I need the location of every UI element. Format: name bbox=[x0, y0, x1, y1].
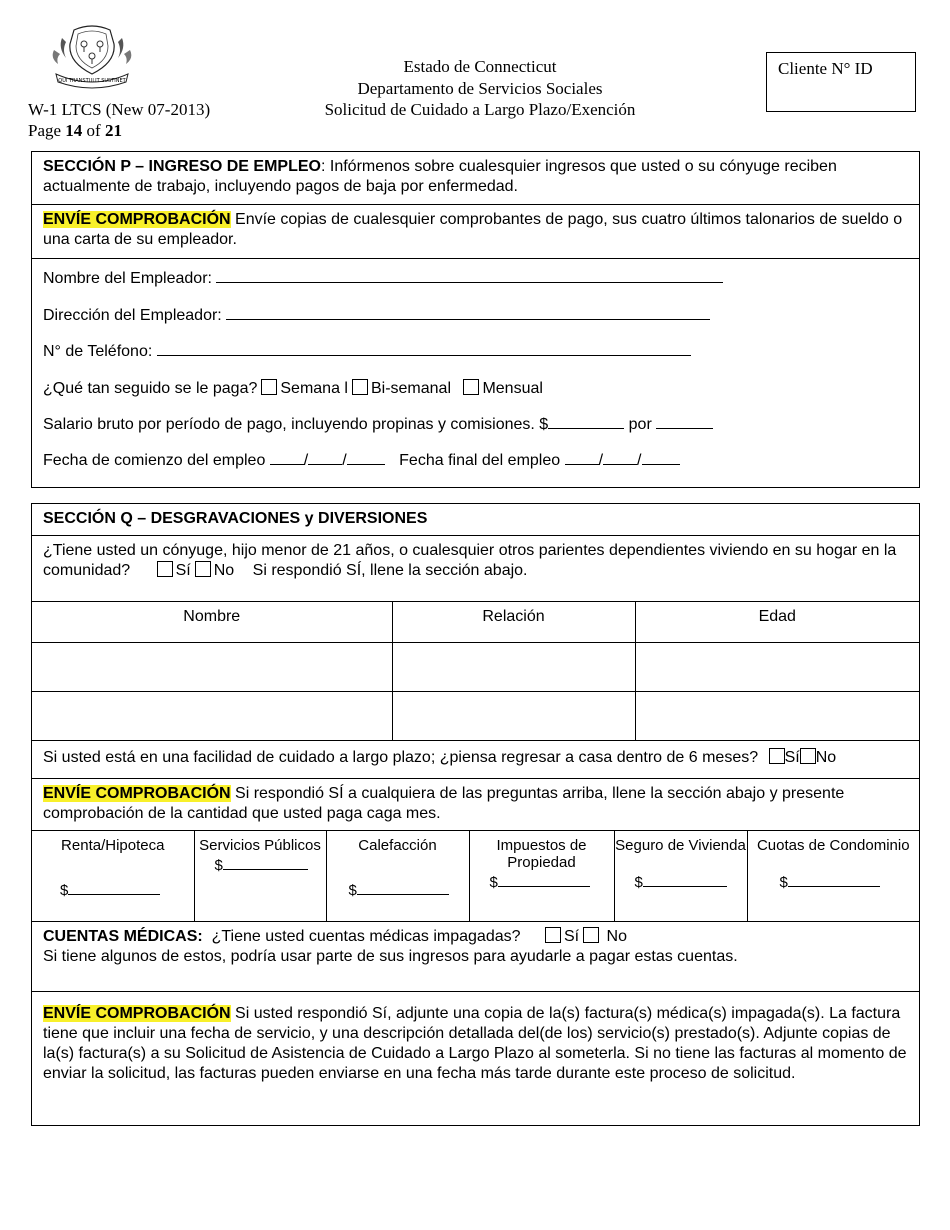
state-name: Estado de Connecticut bbox=[403, 57, 557, 76]
pay-period-input[interactable] bbox=[656, 415, 713, 429]
property-tax-amount-input[interactable] bbox=[498, 872, 590, 887]
employment-dates-row: Fecha de comienzo del empleo / / Fecha final del empleo / / bbox=[43, 451, 908, 488]
section-q-deductions bbox=[31, 503, 920, 1126]
facility-yes-checkbox[interactable] bbox=[769, 748, 785, 764]
dependent-age-cell[interactable] bbox=[635, 692, 919, 741]
dependents-no-checkbox[interactable] bbox=[195, 561, 211, 577]
expense-condo-fees: Cuotas de Condominio $ bbox=[747, 831, 919, 922]
biweekly-checkbox[interactable] bbox=[352, 379, 368, 395]
dependent-age-cell[interactable] bbox=[635, 643, 919, 692]
employment-fields bbox=[32, 259, 919, 487]
pay-frequency-row: ¿Qué tan seguido se le paga? Semana l Bi-semanal Mensual bbox=[43, 379, 543, 397]
dependent-name-cell[interactable] bbox=[32, 692, 392, 741]
section-p-title: SECCIÓN P – INGRESO DE EMPLEO bbox=[43, 158, 321, 175]
dependents-yes-checkbox[interactable] bbox=[157, 561, 173, 577]
facility-question-row: Si usted está en una facilidad de cuidado a largo plazo; ¿piensa regresar a casa dentro de 6 meses? Sí No bbox=[32, 741, 919, 779]
phone-input[interactable] bbox=[157, 342, 691, 356]
end-month-input[interactable] bbox=[565, 451, 599, 465]
employer-address-row: Dirección del Empleador: bbox=[43, 306, 908, 343]
department-name: Departamento de Servicios Sociales bbox=[357, 78, 603, 98]
dependents-table bbox=[32, 601, 919, 741]
expense-home-insurance: Seguro de Vivienda $ bbox=[614, 831, 747, 922]
expense-heating: Calefacción $ bbox=[326, 831, 469, 922]
heating-amount-input[interactable] bbox=[357, 880, 449, 895]
section-q-title: SECCIÓN Q – DESGRAVACIONES y DIVERSIONES bbox=[43, 510, 428, 527]
expense-property-tax: Impuestos de Propiedad $ bbox=[469, 831, 614, 922]
dependent-relation-cell[interactable] bbox=[392, 643, 635, 692]
section-p-header bbox=[32, 152, 919, 205]
section-q-proof: ENVÍE COMPROBACIÓN Si respondió SÍ a cualquiera de las preguntas arriba, llene la sección abajo y presente comprobación de la cantidad que usted paga caga mes. bbox=[43, 785, 845, 822]
proof-text: Envíe copias de cualesquier comprobantes de pago, sus cuatro últimos talonarios de sueldo o una carta de su empleador. bbox=[43, 211, 903, 248]
col-header-age: Edad bbox=[635, 602, 919, 643]
proof-label: ENVÍE COMPROBACIÓN bbox=[43, 211, 231, 228]
section-p-intro: : Infórmenos sobre cualesquier ingresos que usted o su cónyuge reciben actualmente de trabajo, incluyendo pagos de baja por enfermedad. bbox=[43, 158, 837, 195]
dependent-relation-cell[interactable] bbox=[392, 692, 635, 741]
col-header-name: Nombre bbox=[32, 602, 392, 643]
expense-utilities: Servicios Públicos $ bbox=[194, 831, 326, 922]
rent-amount-input[interactable] bbox=[68, 880, 160, 895]
facility-no-checkbox[interactable] bbox=[800, 748, 816, 764]
gross-salary-row: Salario bruto por período de pago, incluyendo propinas y comisiones. $ por bbox=[43, 415, 908, 451]
end-year-input[interactable] bbox=[642, 451, 680, 465]
start-day-input[interactable] bbox=[308, 451, 342, 465]
medical-note: Si tiene algunos de estos, podría usar parte de sus ingresos para ayudarle a pagar estas cuentas. bbox=[43, 948, 738, 965]
insurance-amount-input[interactable] bbox=[643, 872, 727, 887]
form-id: W-1 LTCS (New 07-2013) bbox=[28, 100, 211, 119]
start-year-input[interactable] bbox=[347, 451, 385, 465]
section-p-proof bbox=[32, 205, 919, 259]
dependents-question-row: ¿Tiene usted un cónyuge, hijo menor de 21 años, o cualesquier otros parientes dependientes viviendo en su hogar en la comunidad? Sí No Si respondió SÍ, llene la sección abajo. bbox=[43, 542, 897, 579]
state-seal-logo bbox=[44, 24, 140, 90]
condo-fees-amount-input[interactable] bbox=[788, 872, 880, 887]
client-id-field[interactable] bbox=[766, 52, 916, 112]
medical-yes-checkbox[interactable] bbox=[545, 927, 561, 943]
svg-text:QUI TRANSTULIT SUSTINET: QUI TRANSTULIT SUSTINET bbox=[58, 78, 126, 84]
section-q-header bbox=[32, 504, 919, 536]
medical-bills-row: CUENTAS MÉDICAS: ¿Tiene usted cuentas médicas impagadas? Sí No Si tiene algunos de estos, podría usar parte de sus ingresos para ayudarle a pagar estas cuentas. bbox=[32, 922, 919, 992]
employer-address-input[interactable] bbox=[226, 306, 710, 320]
monthly-checkbox[interactable] bbox=[463, 379, 479, 395]
page-number: Page 14 of 21 bbox=[28, 121, 122, 140]
employer-name-input[interactable] bbox=[216, 269, 723, 283]
form-title: Solicitud de Cuidado a Largo Plazo/Exención bbox=[324, 100, 636, 119]
client-id-label: Cliente N° ID bbox=[778, 59, 873, 78]
end-day-input[interactable] bbox=[603, 451, 637, 465]
utilities-amount-input[interactable] bbox=[223, 855, 308, 870]
medical-no-checkbox[interactable] bbox=[583, 927, 599, 943]
medical-proof: ENVÍE COMPROBACIÓN Si usted respondió Sí, adjunte una copia de la(s) factura(s) médica(s) impagada(s). La factura tiene que incluir una fecha de servicio, y una descripción detallada del(de los) servicio(s) prestado(s). Adjunte copias de la(s) factura(s) a su Solicitud de Asistencia de Cuidado a Largo Plazo al someterla. Si no tiene las facturas al momento de enviar la solicitud, las facturas pueden enviarse en una fecha más tarde durante este proceso de solicitud. bbox=[43, 1005, 907, 1082]
employer-name-row: Nombre del Empleador: bbox=[43, 269, 908, 306]
gross-salary-input[interactable] bbox=[548, 415, 624, 429]
phone-row: N° de Teléfono: bbox=[43, 342, 908, 379]
agency-header bbox=[300, 56, 660, 121]
section-p-employment-income bbox=[31, 151, 920, 488]
start-month-input[interactable] bbox=[270, 451, 304, 465]
dependent-name-cell[interactable] bbox=[32, 643, 392, 692]
col-header-relation: Relación bbox=[392, 602, 635, 643]
expenses-table bbox=[32, 830, 919, 922]
medical-bills-title: CUENTAS MÉDICAS: bbox=[43, 928, 203, 945]
expense-rent: Renta/Hipoteca $ bbox=[32, 831, 194, 922]
weekly-checkbox[interactable] bbox=[261, 379, 277, 395]
